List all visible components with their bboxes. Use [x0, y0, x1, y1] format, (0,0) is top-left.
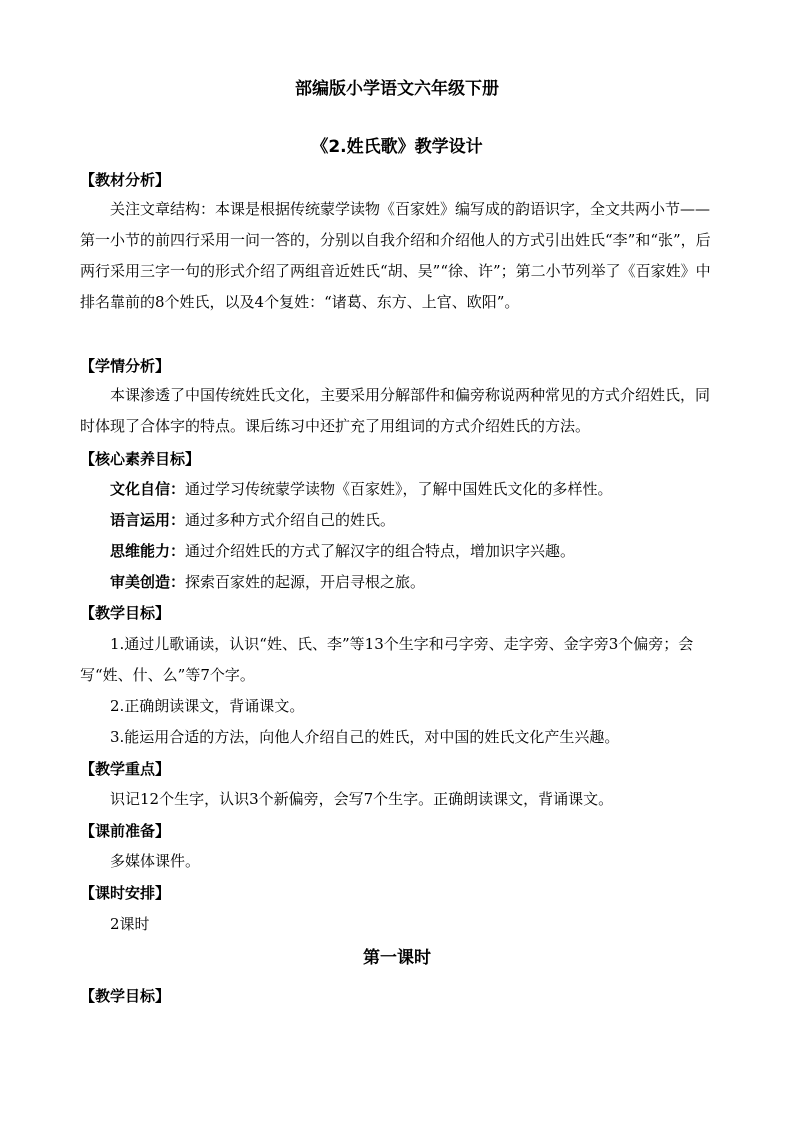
heading-student-analysis: 【学情分析】 [80, 357, 171, 375]
core-goal-text: 通过介绍姓氏的方式了解汉字的组合特点，增加识字兴趣。 [185, 542, 576, 560]
teaching-goal-item: 3.能运用合适的方法，向他人介绍自己的姓氏，对中国的姓氏文化产生兴趣。 [110, 728, 620, 746]
core-goal-text: 通过多种方式介绍自己的姓氏。 [185, 511, 396, 529]
core-goal-item [110, 572, 425, 592]
core-goal-label: 文化自信： [110, 480, 186, 498]
teaching-goal-item: 1.通过儿歌诵读，认识“姓、氏、李”等13个生字和弓字旁、走字旁、金字旁3个偏旁；会写“姓、什、么”等7个字。 [80, 635, 694, 684]
key-points-text: 识记12个生字，认识3个新偏旁，会写7个生字。正确朗读课文，背诵课文。 [110, 790, 614, 808]
heading-teaching-goals: 【教学目标】 [80, 604, 171, 622]
document-title: 部编版小学语文六年级下册 [295, 79, 499, 99]
heading-core-goals: 【核心素养目标】 [80, 450, 201, 468]
heading-preparation: 【课前准备】 [80, 822, 171, 840]
textbook-analysis-text: 关注文章结构：本课是根据传统蒙学读物《百家姓》编写成的韵语识字，全文共两小节——第一小节的前四行采用一问一答的，分别以自我介绍和介绍他人的方式引出姓氏“李”和“张”，后两行采用三字一句的形式介绍了两组音近姓氏“胡、吴”“徐、许”；第二小节列举了《百家姓》中排名靠前的8个姓氏，以及4个复姓：“诸葛、东方、上官、欧阳”。 [80, 200, 711, 311]
core-goal-label: 审美创造： [110, 573, 186, 591]
heading-key-points: 【教学重点】 [80, 760, 171, 778]
core-goal-label: 语言运用： [110, 511, 186, 529]
core-goal-text: 通过学习传统蒙学读物《百家姓》，了解中国姓氏文化的多样性。 [185, 480, 613, 498]
core-goal-item [110, 541, 575, 561]
teaching-goal-item: 2.正确朗读课文，背诵课文。 [110, 697, 305, 715]
core-goal-item [110, 510, 395, 530]
schedule-text: 2课时 [110, 915, 150, 933]
core-goal-text: 探索百家姓的起源，开启寻根之旅。 [185, 573, 426, 591]
core-goal-label: 思维能力： [110, 542, 186, 560]
student-analysis-text: 本课渗透了中国传统姓氏文化，主要采用分解部件和偏旁称说两种常见的方式介绍姓氏，同时体现了合体字的特点。课后练习中还扩充了用组词的方式介绍姓氏的方法。 [80, 386, 711, 435]
preparation-text: 多媒体课件。 [110, 852, 201, 870]
heading-schedule: 【课时安排】 [80, 884, 171, 902]
document-subtitle: 《2.姓氏歌》教学设计 [311, 137, 483, 157]
heading-lesson-one-goals: 【教学目标】 [80, 987, 171, 1005]
lesson-one-title: 第一课时 [363, 948, 431, 968]
core-goal-item [110, 479, 613, 499]
heading-textbook-analysis: 【教材分析】 [80, 171, 171, 189]
